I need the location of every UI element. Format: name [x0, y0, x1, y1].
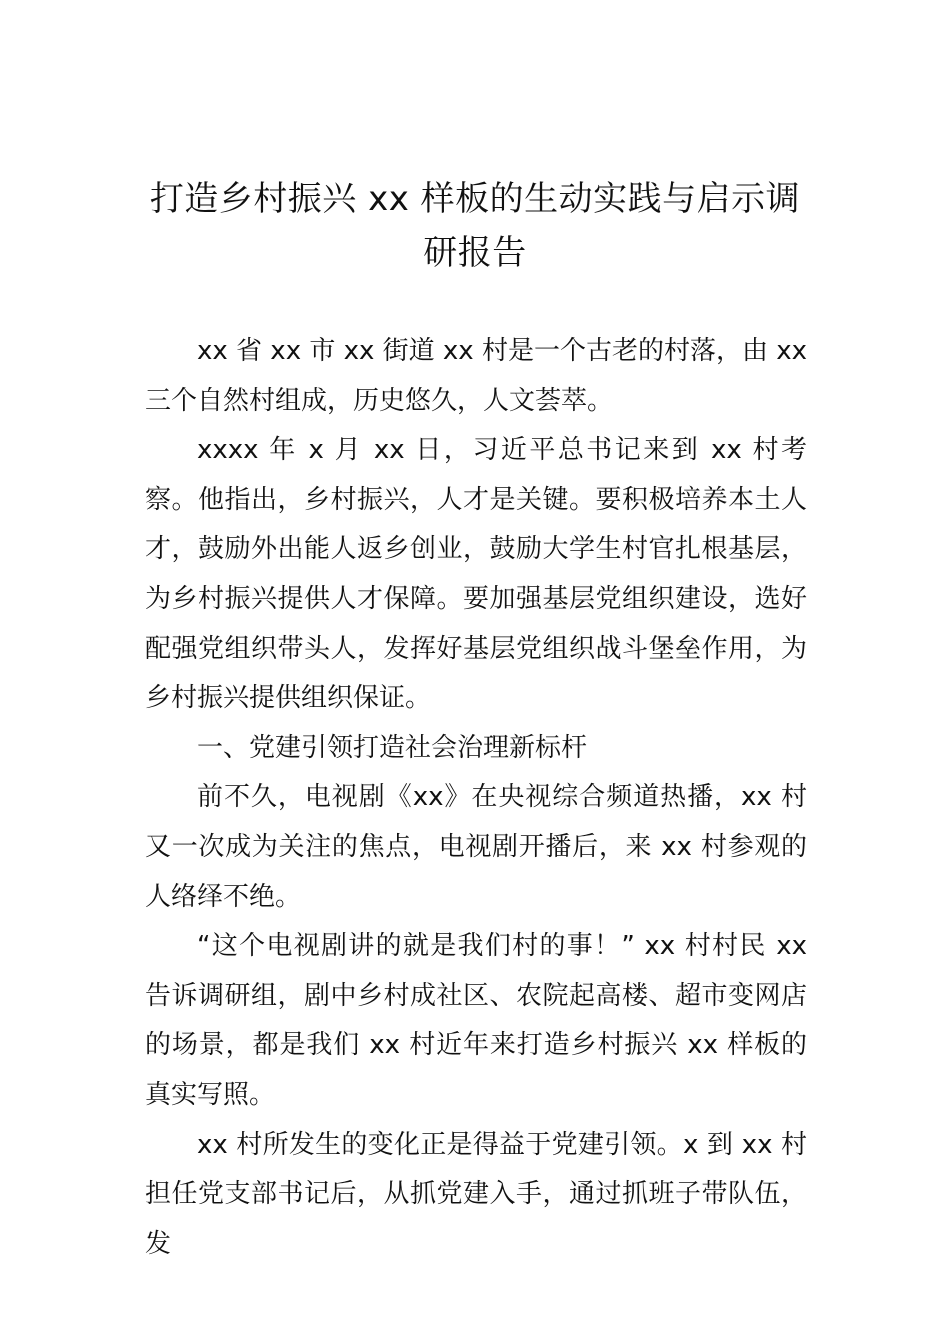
title-line-1: 打造乡村振兴 xx 样板的生动实践与启示调	[149, 179, 801, 219]
document-body	[145, 327, 807, 1269]
paragraph-party-building: xx 村所发生的变化正是得益于党建引领。x 到 xx 村担任党支部书记后，从抓党建入手，通过抓班子带队伍，发	[145, 1129, 807, 1259]
paragraph-villager-quote: “这个电视剧讲的就是我们村的事！” xx 村村民 xx 告诉调研组，剧中乡村成社区、农院起高楼、超市变网店的场景，都是我们 xx 村近年来打造乡村振兴 xx 样板的真实写照。	[145, 931, 807, 1110]
paragraph-visit: xxxx 年 x 月 xx 日，习近平总书记来到 xx 村考察。他指出，乡村振兴，人才是关键。要积极培养本土人才，鼓励外出能人返乡创业，鼓励大学生村官扎根基层，为乡村振兴提供人才保障。要加强基层党组织建设，选好配强党组织带头人，发挥好基层党组织战斗堡垒作用，为乡村振兴提供组织保证。	[145, 435, 807, 714]
title-line-2: 研报告	[423, 233, 527, 273]
paragraph-intro: xx 省 xx 市 xx 街道 xx 村是一个古老的村落，由 xx 三个自然村组成，历史悠久，人文荟萃。	[145, 336, 807, 416]
document-title	[140, 172, 810, 280]
paragraph-tv-drama: 前不久，电视剧《xx》在央视综合频道热播，xx 村又一次成为关注的焦点，电视剧开播后，来 xx 村参观的人络绎不绝。	[145, 782, 807, 912]
section-heading: 一、党建引领打造社会治理新标杆	[197, 732, 588, 763]
